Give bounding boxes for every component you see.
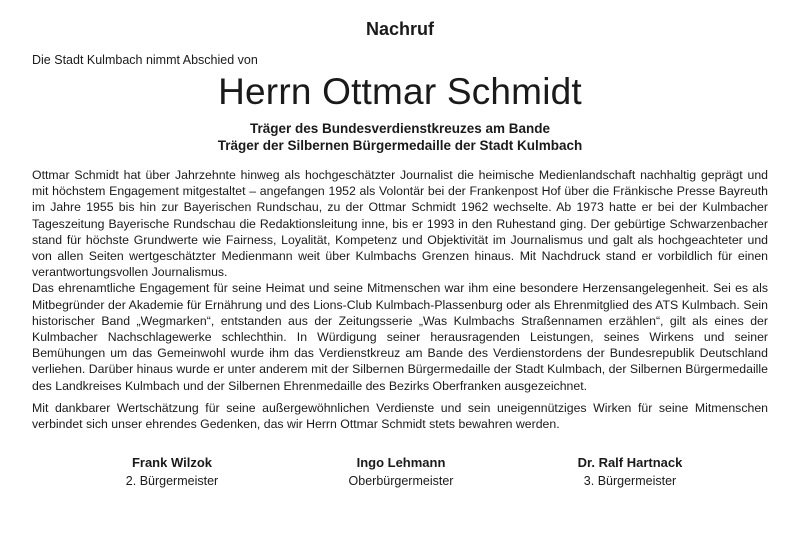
signature-block: [32, 454, 768, 490]
intro-line: Die Stadt Kulmbach nimmt Abschied von: [32, 53, 258, 67]
deceased-name: Herrn Ottmar Schmidt: [218, 71, 582, 112]
body-paragraph: Ottmar Schmidt hat über Jahrzehnte hinweg als hochgeschätzter Journalist die heimische Medienlandschaft nachhaltig geprägt und mit höchstem Engagement mitgestaltet – angefangen 1952 als Volontär bei der Frankenpost Hof über die Fränkische Presse Bayreuth im Jahre 1955 bis hin zur Bayerischen Rundschau, zu der Ottmar Schmidt 1962 wechselte. Ab 1973 hatte er bei der Kulmbacher Tageszeitung Bayerische Rundschau die Redaktionsleitung inne, bis er 1993 in den Ruhestand ging. Der gebürtige Schwarzenbacher stand für höchste Grundwerte wie Fairness, Loyalität, Kompetenz und Objektivität im Journalismus und galt als hochgeachteter und von allen Seiten wertgeschätzter Medienmann weit über Kulmbachs Grenzen hinaus. Mit Nachdruck stand er vorbildlich für einen verantwortungsvollen Journalismus.: [32, 168, 768, 280]
honor-line: Träger der Silbernen Bürgermedaille der Stadt Kulmbach: [217, 138, 583, 153]
signatory: [311, 454, 491, 490]
obituary-body: [32, 167, 768, 432]
signatory-role: Oberbürgermeister: [348, 474, 454, 489]
signatory: [540, 454, 720, 490]
body-paragraph: Mit dankbarer Wertschätzung für seine außergewöhnlichen Verdienste und sein uneigennütziges Wirken für seine Mitmenschen verbindet sich unser ehrendes Gedenken, das wir Herrn Ottmar Schmidt stets bewahren werden.: [32, 400, 768, 432]
honor-line: Träger des Bundesverdienstkreuzes am Bande: [249, 121, 551, 136]
notice-heading: Nachruf: [365, 19, 434, 39]
signatory: [82, 454, 262, 490]
signatory-name: Dr. Ralf Hartnack: [577, 455, 683, 471]
signatory-role: 2. Bürgermeister: [125, 474, 219, 489]
signatory-role: 3. Bürgermeister: [583, 474, 677, 489]
signatory-name: Frank Wilzok: [131, 455, 213, 471]
body-paragraph: Das ehrenamtliche Engagement für seine Heimat und seine Mitmenschen war ihm eine besondere Herzensangelegenheit. Sei es als Mitbegründer der Akademie für Ernährung und des Lions-Club Kulmbach-Plassenburg oder als Ehrenmitglied des ATS Kulmbach. Sein historischer Band „Wegmarken“, entstanden aus der Zeitungsserie „Was Kulmbachs Straßennamen erzählen“, gilt als eines der Kulmbacher Nachschlagewerke schlechthin. In Würdigung seiner herausragenden Leistungen, seines Wirkens und seiner Bemühungen um das Gemeinwohl wurde ihm das Verdienstkreuz am Bande des Verdienstordens der Bundesrepublik Deutschland verliehen. Darüber hinaus wurde er unter anderem mit der Silbernen Bürgermedaille der Stadt Kulmbach, der Silbernen Bürgermedaille des Landkreises Kulmbach und der Silbernen Ehrenmedaille des Bezirks Oberfranken ausgezeichnet.: [32, 281, 768, 393]
signatory-name: Ingo Lehmann: [356, 455, 446, 471]
honors-list: [32, 120, 768, 154]
